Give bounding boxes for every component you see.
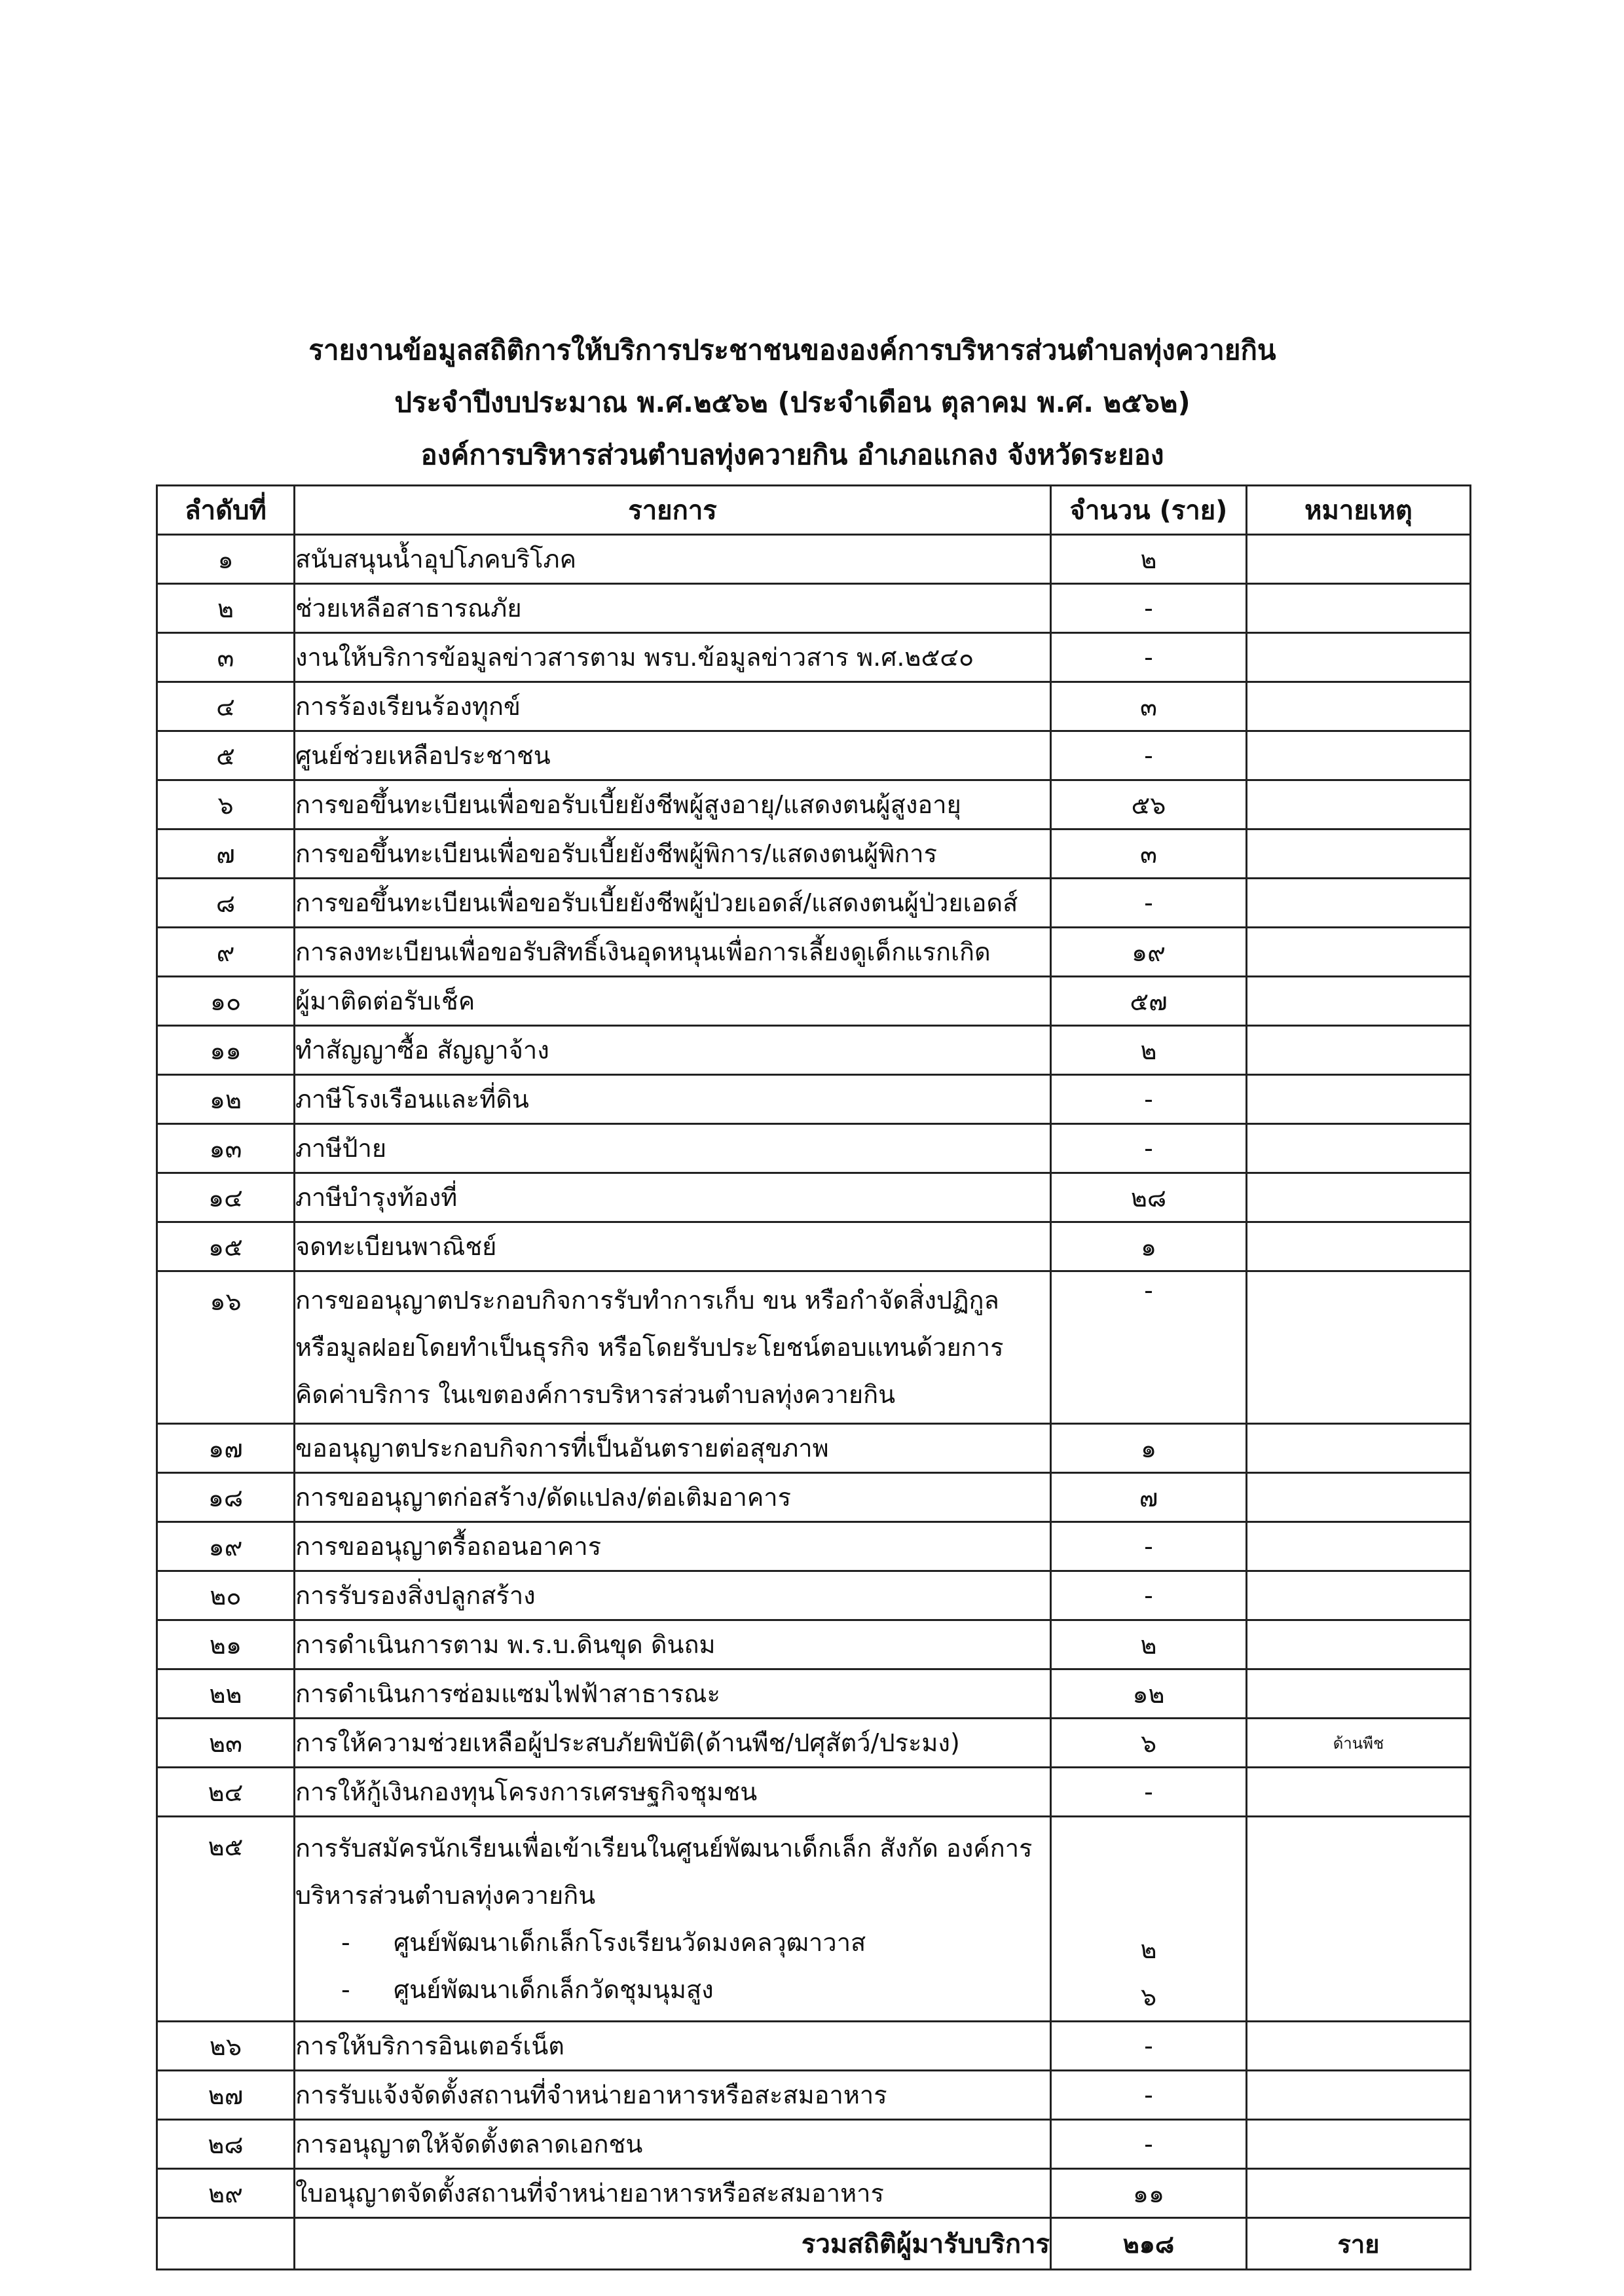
row-note: [1247, 633, 1471, 682]
row-number: ๓: [157, 633, 295, 682]
total-label: รวมสถิติผู้มารับบริการ: [295, 2218, 1051, 2270]
column-header-item: รายการ: [295, 486, 1051, 535]
row-note: [1247, 1222, 1471, 1271]
sub-item-bullet: -: [341, 1975, 350, 2004]
row-number: ๑๑: [157, 1026, 295, 1075]
row-note: [1247, 1473, 1471, 1522]
row-note: ด้านพืช: [1247, 1719, 1471, 1768]
sub-item-count: ๒: [1140, 1935, 1157, 1964]
row-count: ๖: [1051, 1719, 1247, 1768]
row-count: -: [1051, 2071, 1247, 2120]
sub-item-count: ๖: [1140, 1982, 1157, 2011]
table-row: [157, 2022, 1471, 2071]
row-item: [295, 1817, 1051, 2022]
row-item: ศูนย์ช่วยเหลือประชาชน: [295, 731, 1051, 780]
column-header-note: หมายเหตุ: [1247, 486, 1471, 535]
row-item: ภาษีบำรุงท้องที่: [295, 1173, 1051, 1222]
table-row: [157, 2169, 1471, 2218]
row-note: [1247, 1424, 1471, 1473]
row-number: ๑๐: [157, 977, 295, 1026]
row-count: -: [1051, 2022, 1247, 2071]
row-item: การร้องเรียนร้องทุกข์: [295, 682, 1051, 731]
row-item: สนับสนุนน้ำอุปโภคบริโภค: [295, 535, 1051, 584]
row-number: ๒๐: [157, 1571, 295, 1620]
table-row: [157, 1271, 1471, 1424]
row-count: ๓: [1051, 829, 1247, 879]
row-note: [1247, 879, 1471, 928]
row-item: การลงทะเบียนเพื่อขอรับสิทธิ์เงินอุดหนุนเพื่อการเลี้ยงดูเด็กแรกเกิด: [295, 928, 1051, 977]
row-item: การให้บริการอินเตอร์เน็ต: [295, 2022, 1051, 2071]
total-row: [157, 2218, 1471, 2270]
table-body: [157, 535, 1471, 2270]
table-row: [157, 1817, 1471, 2022]
row-number: ๘: [157, 879, 295, 928]
total-unit: ราย: [1247, 2218, 1471, 2270]
row-count: ๑๙: [1051, 928, 1247, 977]
row-count: ๑๒: [1051, 1669, 1247, 1719]
row-item: ผู้มาติดต่อรับเช็ค: [295, 977, 1051, 1026]
row-note: [1247, 977, 1471, 1026]
table-row: [157, 1669, 1471, 1719]
row-item: ภาษีป้าย: [295, 1124, 1051, 1173]
table-row: [157, 1222, 1471, 1271]
row-count: -: [1051, 633, 1247, 682]
row-note: [1247, 780, 1471, 829]
row-item: การขออนุญาตก่อสร้าง/ดัดแปลง/ต่อเติมอาคาร: [295, 1473, 1051, 1522]
row-item: การดำเนินการตาม พ.ร.บ.ดินขุด ดินถม: [295, 1620, 1051, 1669]
row-count: -: [1051, 1075, 1247, 1124]
row-number: ๒๔: [157, 1768, 295, 1817]
table-row: [157, 1173, 1471, 1222]
row-item: ภาษีโรงเรือนและที่ดิน: [295, 1075, 1051, 1124]
row-count: -: [1051, 2120, 1247, 2169]
total-count: ๒๑๘: [1051, 2218, 1247, 2270]
row-item: ช่วยเหลือสาธารณภัย: [295, 584, 1051, 633]
row-number: ๒๙: [157, 2169, 295, 2218]
row-number: ๑๕: [157, 1222, 295, 1271]
report-title-line-1: รายงานข้อมูลสถิติการให้บริการประชาชนขององค์การบริหารส่วนตำบลทุ่งควายกิน: [308, 334, 1276, 366]
row-item: การรับแจ้งจัดตั้งสถานที่จำหน่ายอาหารหรือสะสมอาหาร: [295, 2071, 1051, 2120]
row-note: [1247, 1271, 1471, 1424]
row-note: [1247, 2022, 1471, 2071]
row-number: ๒๑: [157, 1620, 295, 1669]
sub-item: [295, 1919, 1050, 1966]
total-blank-cell: [157, 2218, 295, 2270]
row-count: ๕๗: [1051, 977, 1247, 1026]
table-row: [157, 1473, 1471, 1522]
row-item: ใบอนุญาตจัดตั้งสถานที่จำหน่ายอาหารหรือสะสมอาหาร: [295, 2169, 1051, 2218]
column-header-no: ลำดับที่: [157, 486, 295, 535]
row-number: ๒: [157, 584, 295, 633]
row-number: ๗: [157, 829, 295, 879]
statistics-table: [156, 484, 1471, 2270]
column-header-count: จำนวน (ราย): [1051, 486, 1247, 535]
table-row: [157, 1124, 1471, 1173]
row-count: ๒๘: [1051, 1173, 1247, 1222]
row-item: การดำเนินการซ่อมแซมไฟฟ้าสาธารณะ: [295, 1669, 1051, 1719]
row-item-line: บริหารส่วนตำบลทุ่งควายกิน: [295, 1881, 596, 1910]
row-note: [1247, 1817, 1471, 2022]
row-item: การรับรองสิ่งปลูกสร้าง: [295, 1571, 1051, 1620]
row-number: ๒๒: [157, 1669, 295, 1719]
row-note: [1247, 2120, 1471, 2169]
row-count: -: [1051, 1271, 1247, 1424]
sub-item: [295, 1966, 1050, 2013]
table-row: [157, 879, 1471, 928]
row-number: ๑๗: [157, 1424, 295, 1473]
table-row: [157, 633, 1471, 682]
row-count: ๒: [1051, 1026, 1247, 1075]
row-item: จดทะเบียนพาณิชย์: [295, 1222, 1051, 1271]
row-number: ๙: [157, 928, 295, 977]
row-number: ๒๗: [157, 2071, 295, 2120]
row-item: การขอขึ้นทะเบียนเพื่อขอรับเบี้ยยังชีพผู้ป่วยเอดส์/แสดงตนผู้ป่วยเอดส์: [295, 879, 1051, 928]
row-item: การขอขึ้นทะเบียนเพื่อขอรับเบี้ยยังชีพผู้พิการ/แสดงตนผู้พิการ: [295, 829, 1051, 879]
row-number: ๑: [157, 535, 295, 584]
row-number: ๑๖: [157, 1271, 295, 1424]
row-note: [1247, 928, 1471, 977]
row-item: ทำสัญญาซื้อ สัญญาจ้าง: [295, 1026, 1051, 1075]
table-row: [157, 535, 1471, 584]
row-count: -: [1051, 731, 1247, 780]
row-item-line: หรือมูลฝอยโดยทำเป็นธุรกิจ หรือโดยรับประโยชน์ตอบแทนด้วยการ: [295, 1333, 1004, 1362]
row-count: ๑๑: [1051, 2169, 1247, 2218]
row-note: [1247, 829, 1471, 879]
table-row: [157, 1026, 1471, 1075]
row-note: [1247, 1620, 1471, 1669]
row-number: ๒๖: [157, 2022, 295, 2071]
table-row: [157, 2120, 1471, 2169]
row-item-line: การรับสมัครนักเรียนเพื่อเข้าเรียนในศูนย์พัฒนาเด็กเล็ก สังกัด องค์การ: [295, 1834, 1033, 1863]
row-note: [1247, 1173, 1471, 1222]
report-title-line-2: ประจำปีงบประมาณ พ.ศ.๒๕๖๒ (ประจำเดือน ตุลาคม พ.ศ. ๒๕๖๒): [394, 386, 1190, 418]
row-number: ๔: [157, 682, 295, 731]
row-item: การให้ความช่วยเหลือผู้ประสบภัยพิบัติ(ด้านพืช/ปศุสัตว์/ประมง): [295, 1719, 1051, 1768]
table-row: [157, 1075, 1471, 1124]
row-count: ๑: [1051, 1222, 1247, 1271]
row-item: การอนุญาตให้จัดตั้งตลาดเอกชน: [295, 2120, 1051, 2169]
row-item: การขอขึ้นทะเบียนเพื่อขอรับเบี้ยยังชีพผู้สูงอายุ/แสดงตนผู้สูงอายุ: [295, 780, 1051, 829]
row-number: ๒๘: [157, 2120, 295, 2169]
row-count: [1051, 1817, 1247, 2022]
table-row: [157, 1571, 1471, 1620]
row-note: [1247, 1571, 1471, 1620]
row-count: ๗: [1051, 1473, 1247, 1522]
table-row: [157, 584, 1471, 633]
row-number: ๒๕: [157, 1817, 295, 2022]
table-row: [157, 2071, 1471, 2120]
row-count: -: [1051, 1124, 1247, 1173]
row-count: -: [1051, 1522, 1247, 1571]
row-number: ๕: [157, 731, 295, 780]
table-row: [157, 1719, 1471, 1768]
row-item: การขออนุญาตรื้อถอนอาคาร: [295, 1522, 1051, 1571]
table-row: [157, 780, 1471, 829]
row-number: ๒๓: [157, 1719, 295, 1768]
sub-item-bullet: -: [341, 1928, 350, 1957]
table-row: [157, 682, 1471, 731]
row-number: ๑๒: [157, 1075, 295, 1124]
row-note: [1247, 2169, 1471, 2218]
row-note: [1247, 2071, 1471, 2120]
row-note: [1247, 535, 1471, 584]
table-row: [157, 1424, 1471, 1473]
row-item: การให้กู้เงินกองทุนโครงการเศรษฐกิจชุมชน: [295, 1768, 1051, 1817]
row-count: -: [1051, 1571, 1247, 1620]
table-row: [157, 1768, 1471, 1817]
row-number: ๑๔: [157, 1173, 295, 1222]
row-item-line: การขออนุญาตประกอบกิจการรับทำการเก็บ ขน หรือกำจัดสิ่งปฏิกูล: [295, 1286, 999, 1315]
row-item: [295, 1271, 1051, 1424]
row-note: [1247, 1768, 1471, 1817]
row-number: ๖: [157, 780, 295, 829]
row-count: ๕๖: [1051, 780, 1247, 829]
row-count: ๓: [1051, 682, 1247, 731]
row-note: [1247, 1026, 1471, 1075]
table-row: [157, 829, 1471, 879]
row-note: [1247, 1669, 1471, 1719]
table-header-row: [157, 486, 1471, 535]
row-item-line: คิดค่าบริการ ในเขตองค์การบริหารส่วนตำบลทุ่งควายกิน: [295, 1380, 896, 1409]
row-number: ๑๘: [157, 1473, 295, 1522]
row-count: ๑: [1051, 1424, 1247, 1473]
row-note: [1247, 1124, 1471, 1173]
row-item: งานให้บริการข้อมูลข่าวสารตาม พรบ.ข้อมูลข่าวสาร พ.ศ.๒๕๔๐: [295, 633, 1051, 682]
row-item: ขออนุญาตประกอบกิจการที่เป็นอันตรายต่อสุขภาพ: [295, 1424, 1051, 1473]
row-note: [1247, 1522, 1471, 1571]
table-row: [157, 1620, 1471, 1669]
row-number: ๑๓: [157, 1124, 295, 1173]
row-count: -: [1051, 879, 1247, 928]
row-count: -: [1051, 584, 1247, 633]
sub-item-label: ศูนย์พัฒนาเด็กเล็กโรงเรียนวัดมงคลวุฒาวาส: [394, 1928, 866, 1957]
row-note: [1247, 1075, 1471, 1124]
row-count: ๒: [1051, 535, 1247, 584]
row-count: ๒: [1051, 1620, 1247, 1669]
row-count: -: [1051, 1768, 1247, 1817]
row-number: ๑๙: [157, 1522, 295, 1571]
row-note: [1247, 731, 1471, 780]
table-row: [157, 928, 1471, 977]
row-note: [1247, 682, 1471, 731]
report-title-line-3: องค์การบริหารส่วนตำบลทุ่งควายกิน อำเภอแกลง จังหวัดระยอง: [420, 439, 1164, 471]
table-row: [157, 731, 1471, 780]
row-note: [1247, 584, 1471, 633]
table-row: [157, 977, 1471, 1026]
table-row: [157, 1522, 1471, 1571]
sub-item-label: ศูนย์พัฒนาเด็กเล็กวัดชุมนุมสูง: [394, 1975, 714, 2004]
